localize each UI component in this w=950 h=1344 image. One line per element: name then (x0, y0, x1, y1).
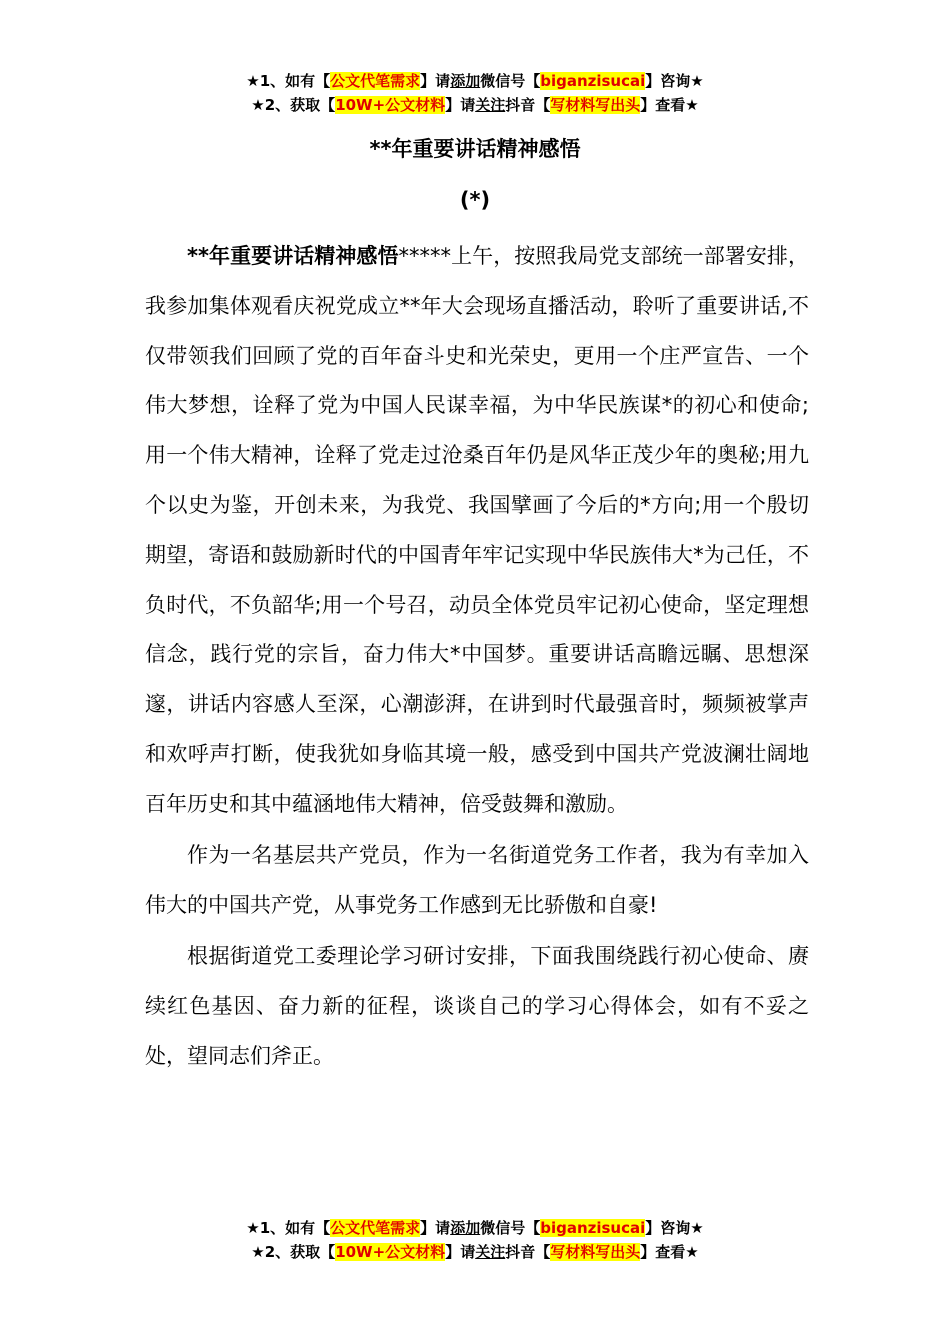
footer-highlight-wechat-id: biganzisucai (540, 1219, 646, 1237)
footer-highlight-douyin: 写材料写出头 (550, 1243, 641, 1261)
paragraph-1-text: *****上午，按照我局党支部统一部署安排，我参加集体观看庆祝党成立**年大会现场直播活动，聆听了重要讲话,不仅带领我们回顾了党的百年奋斗史和光荣史，更用一个庄严宣告、一个伟大梦想，诠释了党为中国人民谋幸福，为中华民族谋*的初心和使命;用一个伟大精神，诠释了党走过沧桑百年仍是风华正茂少年的奥秘;用九个以史为鉴，开创未来，为我党、我国擘画了今后的*方向;用一个殷切期望，寄语和鼓励新时代的中国青年牢记实现中华民族伟大*为己任，不负时代，不负韶华;用一个号召，动员全体党员牢记初心使命，坚定理想信念，践行党的宗旨，奋力伟大*中国梦。重要讲话高瞻远瞩、思想深邃，讲话内容感人至深，心潮澎湃，在讲到时代最强音时，频频被掌声和欢呼声打断，使我犹如身临其境一般，感受到中国共产党波澜壮阔地百年历史和其中蕴涵地伟大精神，倍受鼓舞和激励。 (145, 244, 809, 816)
document-body (145, 232, 809, 1083)
footer-underline-add: 添加 (450, 1219, 481, 1237)
document-subtitle: (*) (459, 188, 491, 212)
footer-highlight-service: 公文代笔需求 (330, 1219, 421, 1237)
banner-line-2: ★2、获取【10W+公文材料】请关注抖音【写材料写出头】查看★ (251, 96, 699, 114)
document-title: **年重要讲话精神感悟 (369, 137, 581, 161)
paragraph-3: 根据街道党工委理论学习研讨安排，下面我围绕践行初心使命、赓续红色基因、奋力新的征程，谈谈自己的学习心得体会，如有不妥之处，望同志们斧正。 (145, 944, 809, 1068)
highlight-service: 公文代笔需求 (330, 72, 421, 90)
underline-add: 添加 (450, 72, 481, 90)
highlight-materials: 10W+公文材料 (335, 96, 446, 114)
paragraph-2: 作为一名基层共产党员，作为一名街道党务工作者，我为有幸加入伟大的中国共产党，从事党务工作感到无比骄傲和自豪! (145, 843, 809, 917)
header-banner (0, 69, 950, 117)
banner-line-1: ★1、如有【公文代笔需求】请添加微信号【biganzisucai】咨询★ (246, 72, 704, 90)
footer-banner (0, 1216, 950, 1264)
paragraph-1 (145, 232, 809, 830)
highlight-wechat-id: biganzisucai (540, 72, 646, 90)
highlight-douyin: 写材料写出头 (550, 96, 641, 114)
footer-line-1: ★1、如有【公文代笔需求】请添加微信号【biganzisucai】咨询★ (246, 1219, 704, 1237)
paragraph-1-lead: **年重要讲话精神感悟 (187, 244, 399, 268)
underline-follow: 关注 (475, 96, 506, 114)
footer-underline-follow: 关注 (475, 1243, 506, 1261)
footer-line-2: ★2、获取【10W+公文材料】请关注抖音【写材料写出头】查看★ (251, 1243, 699, 1261)
footer-highlight-materials: 10W+公文材料 (335, 1243, 446, 1261)
